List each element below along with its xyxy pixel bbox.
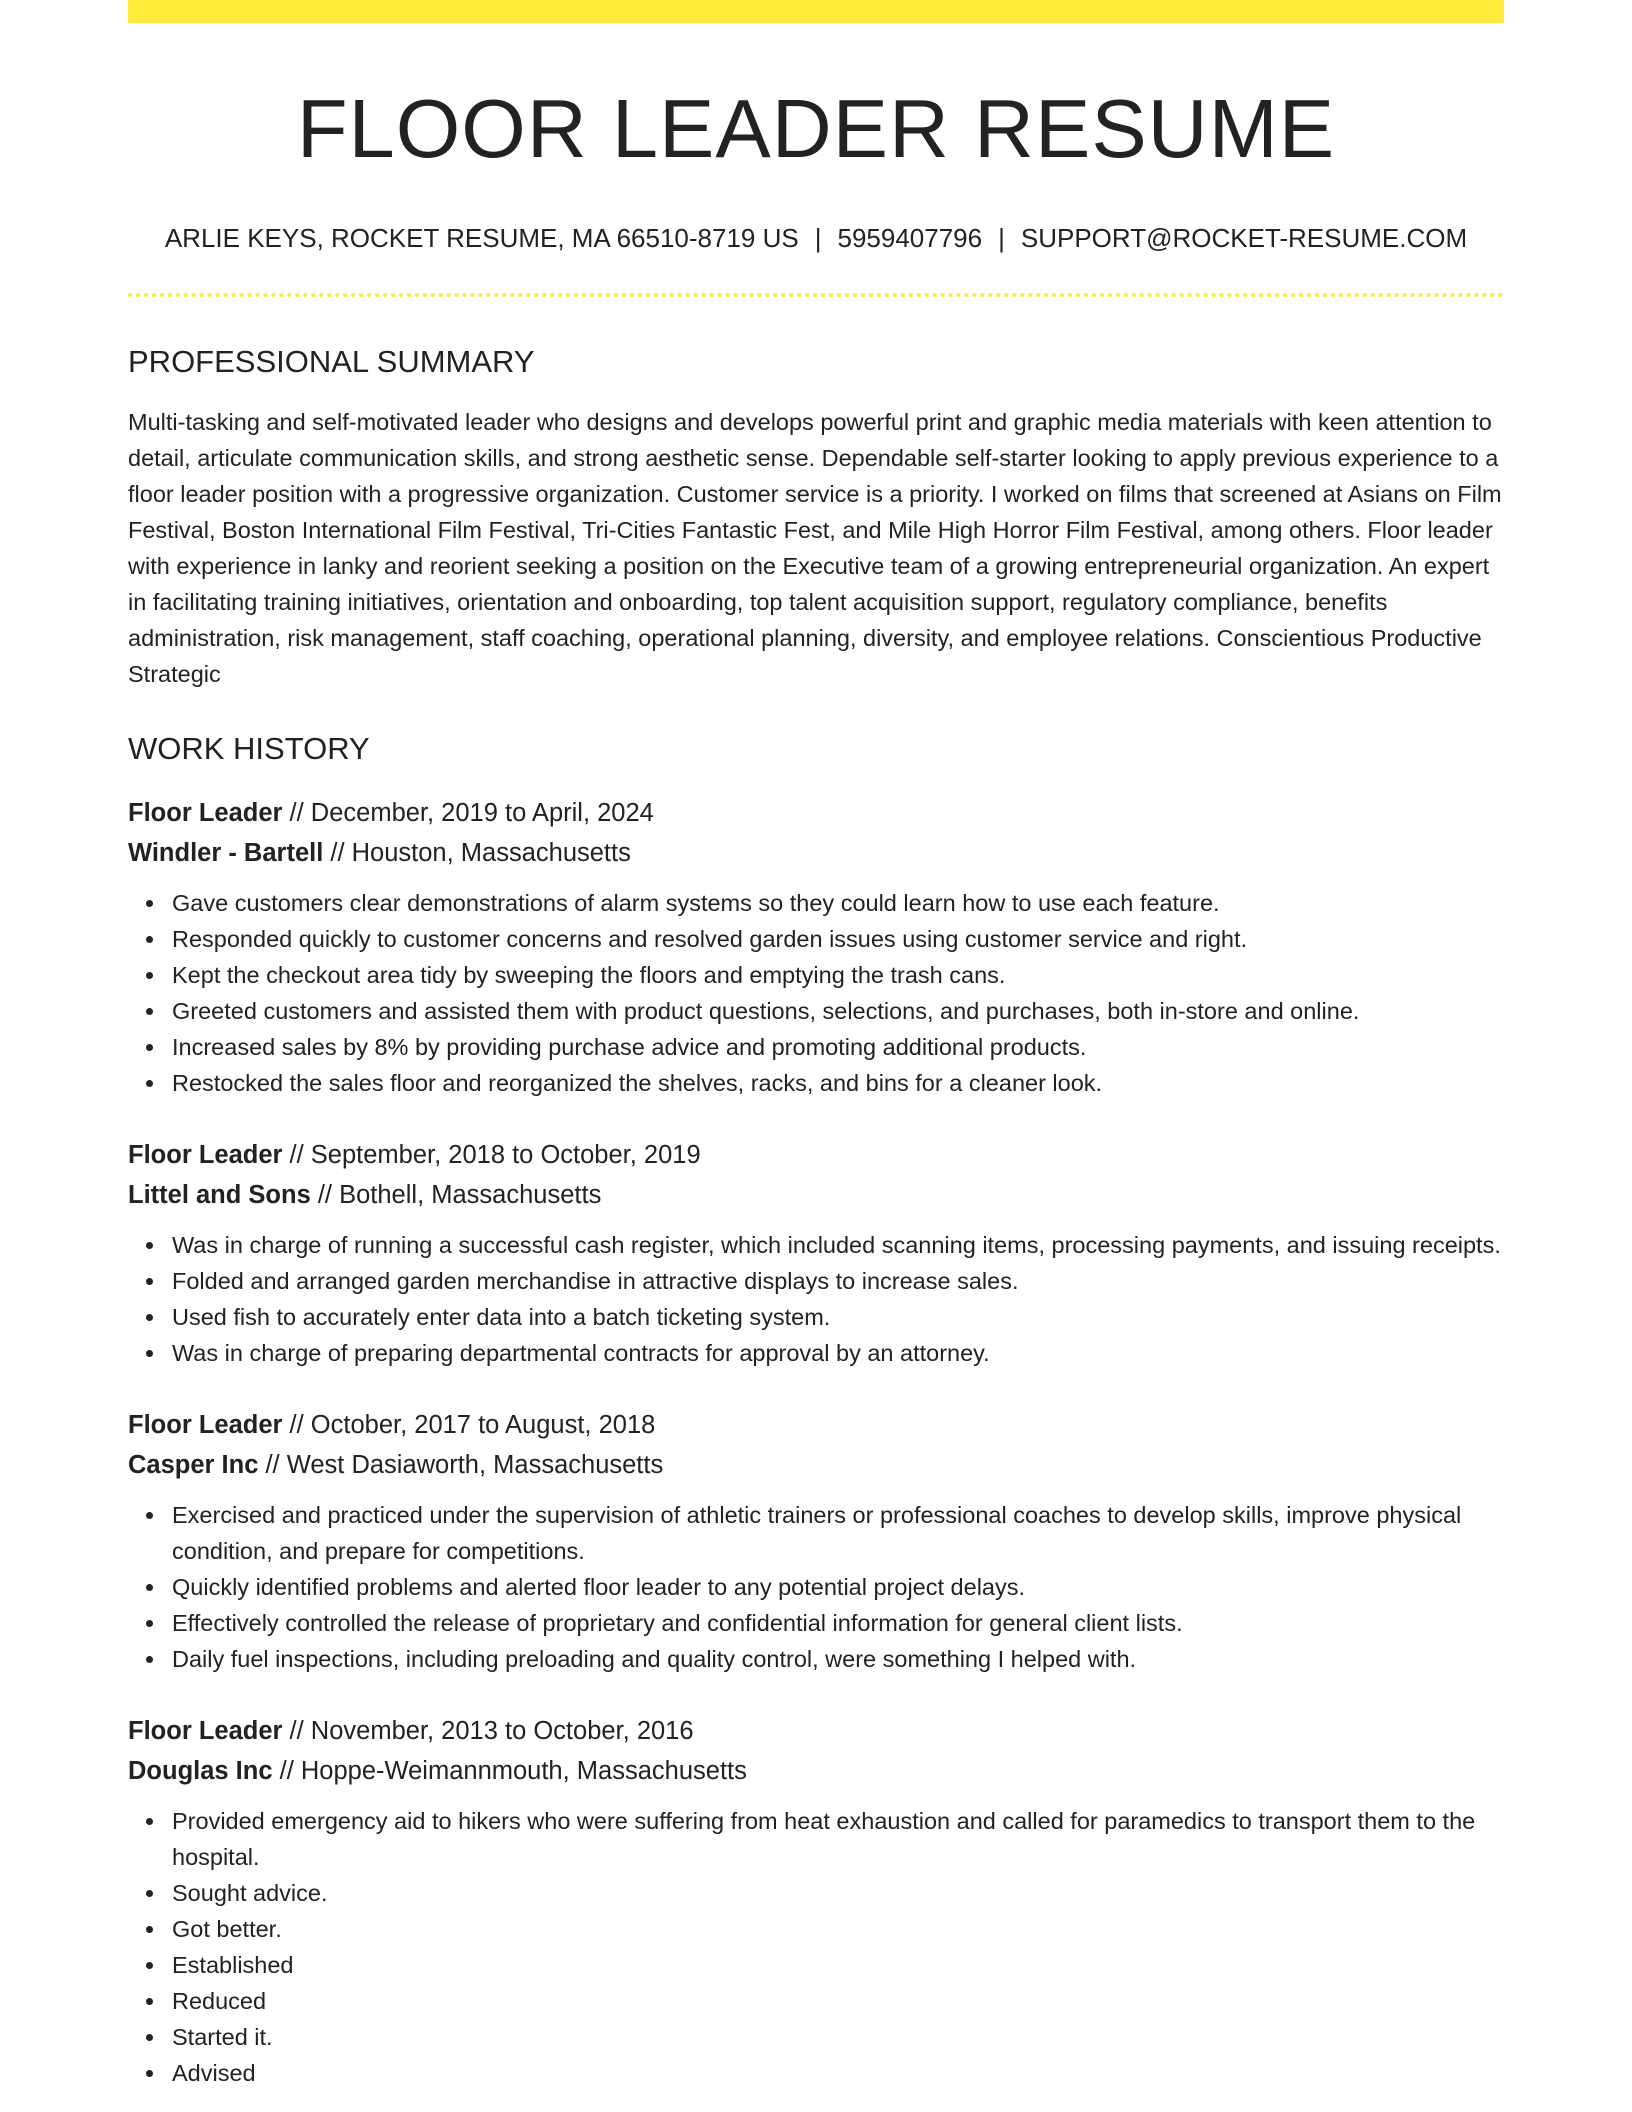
job-title-line <box>128 1135 1504 1175</box>
contact-line <box>128 222 1504 256</box>
work-history-list <box>128 793 1504 2091</box>
job-company-line <box>128 1175 1504 1215</box>
job-bullet: Sought advice. <box>172 1875 1504 1911</box>
job-title: Floor Leader <box>128 1717 283 1746</box>
job-bullet: Daily fuel inspections, including preloading and quality control, were something I helped with. <box>172 1641 1504 1677</box>
job-bullet: Was in charge of preparing departmental contracts for approval by an attorney. <box>172 1335 1504 1371</box>
job-title-line <box>128 1711 1504 1751</box>
job-bullet: Provided emergency aid to hikers who were suffering from heat exhaustion and called for paramedics to transport them to the hospital. <box>172 1803 1504 1875</box>
job-bullet: Increased sales by 8% by providing purchase advice and promoting additional products. <box>172 1029 1504 1065</box>
job-bullet: Advised <box>172 2055 1504 2091</box>
job-bullet: Effectively controlled the release of proprietary and confidential information for general client lists. <box>172 1605 1504 1641</box>
job-bullet-list <box>128 1497 1504 1677</box>
job-entry <box>128 1405 1504 1677</box>
job-bullet-list <box>128 885 1504 1101</box>
resume-page <box>128 0 1504 2112</box>
dotted-divider <box>128 293 1504 297</box>
job-title: Floor Leader <box>128 1411 283 1440</box>
summary-text: Multi-tasking and self-motivated leader who designs and develops powerful print and graphic media materials with keen attention to detail, articulate communication skills, and strong aesthetic sense. Dependable self-starter looking to apply previous experience to a floor leader position with a progressive organization. Customer service is a priority. I worked on films that screened at Asians on Film Festival, Boston International Film Festival, Tri-Cities Fantastic Fest, and Mile High Horror Film Festival, among others. Floor leader with experience in lanky and reorient seeking a position on the Executive team of a growing entrepreneurial organization. An expert in facilitating training initiatives, orientation and onboarding, top talent acquisition support, regulatory compliance, benefits administration, risk management, staff coaching, operational planning, diversity, and employee relations. Conscientious Productive Strategic <box>128 409 1502 688</box>
job-bullet: Quickly identified problems and alerted floor leader to any potential project delays. <box>172 1569 1504 1605</box>
contact-phone: 5959407796 <box>837 223 983 254</box>
job-bullet-list <box>128 1227 1504 1371</box>
job-bullet: Gave customers clear demonstrations of alarm systems so they could learn how to use each feature. <box>172 885 1504 921</box>
job-bullet: Reduced <box>172 1983 1504 2019</box>
contact-email: SUPPORT@ROCKET-RESUME.COM <box>1020 223 1468 254</box>
job-title-line <box>128 1405 1504 1445</box>
job-title-line <box>128 793 1504 833</box>
job-bullet: Established <box>172 1947 1504 1983</box>
job-entry <box>128 1135 1504 1371</box>
job-bullet: Greeted customers and assisted them with product questions, selections, and purchases, both in-store and online. <box>172 993 1504 1029</box>
resume-title: FLOOR LEADER RESUME <box>296 82 1336 175</box>
job-bullet: Responded quickly to customer concerns and resolved garden issues using customer service and right. <box>172 921 1504 957</box>
job-company: Casper Inc <box>128 1451 259 1480</box>
contact-separator: | <box>814 223 822 254</box>
job-company: Littel and Sons <box>128 1181 311 1210</box>
job-location: // Hoppe-Weimannmouth, Massachusetts <box>272 1757 747 1786</box>
accent-top-bar <box>128 0 1504 23</box>
job-bullet: Restocked the sales floor and reorganized the shelves, racks, and bins for a cleaner look. <box>172 1065 1504 1101</box>
job-company-line <box>128 833 1504 873</box>
job-company: Douglas Inc <box>128 1757 273 1786</box>
job-dates: // December, 2019 to April, 2024 <box>282 799 654 828</box>
job-bullet: Used fish to accurately enter data into a batch ticketing system. <box>172 1299 1504 1335</box>
job-bullet: Kept the checkout area tidy by sweeping the floors and emptying the trash cans. <box>172 957 1504 993</box>
summary-heading: PROFESSIONAL SUMMARY <box>128 344 535 380</box>
work-history-heading: WORK HISTORY <box>128 731 370 767</box>
contact-separator: | <box>998 223 1005 254</box>
job-location: // Houston, Massachusetts <box>323 839 631 868</box>
contact-address: ARLIE KEYS, ROCKET RESUME, MA 66510-8719 US <box>164 223 799 254</box>
job-company-line <box>128 1445 1504 1485</box>
job-bullet: Started it. <box>172 2019 1504 2055</box>
job-title: Floor Leader <box>128 1141 283 1170</box>
job-dates: // November, 2013 to October, 2016 <box>282 1717 694 1746</box>
job-bullet-list <box>128 1803 1504 2091</box>
job-company-line <box>128 1751 1504 1791</box>
job-company: Windler - Bartell <box>128 839 324 868</box>
job-bullet: Folded and arranged garden merchandise in attractive displays to increase sales. <box>172 1263 1504 1299</box>
job-dates: // October, 2017 to August, 2018 <box>282 1411 656 1440</box>
job-entry <box>128 793 1504 1101</box>
job-bullet: Was in charge of running a successful cash register, which included scanning items, processing payments, and issuing receipts. <box>172 1227 1504 1263</box>
job-bullet: Exercised and practiced under the supervision of athletic trainers or professional coaches to develop skills, improve physical condition, and prepare for competitions. <box>172 1497 1504 1569</box>
job-entry <box>128 1711 1504 2091</box>
job-dates: // September, 2018 to October, 2019 <box>282 1141 701 1170</box>
job-location: // West Dasiaworth, Massachusetts <box>258 1451 664 1480</box>
job-location: // Bothell, Massachusetts <box>310 1181 602 1210</box>
job-title: Floor Leader <box>128 799 283 828</box>
job-bullet: Got better. <box>172 1911 1504 1947</box>
